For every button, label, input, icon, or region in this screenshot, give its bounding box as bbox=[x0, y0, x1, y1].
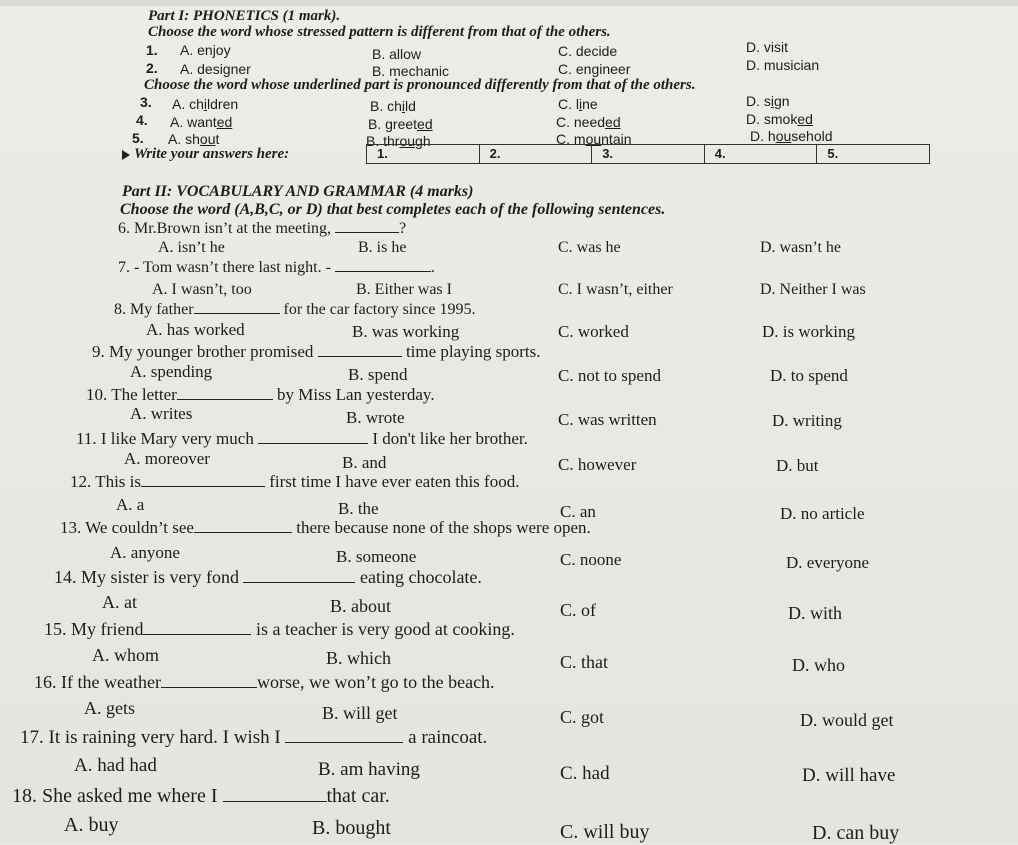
q16-stem: 16. If the weather worse, we won’t go to the beach. bbox=[34, 672, 495, 692]
q12-option-d: D. no article bbox=[780, 504, 865, 523]
q13-blank[interactable] bbox=[194, 520, 292, 533]
q5-number: 5. bbox=[132, 130, 144, 146]
q9-option-b: B. spend bbox=[348, 365, 408, 384]
q18-stem: 18. She asked me where I that car. bbox=[12, 785, 390, 807]
q16-option-a: A. gets bbox=[84, 698, 135, 718]
answer-cell-1[interactable]: 1. bbox=[367, 145, 480, 163]
q18-option-d: D. can buy bbox=[812, 822, 900, 844]
answer-cell-2[interactable]: 2. bbox=[480, 145, 593, 163]
q7-option-a: A. I wasn’t, too bbox=[152, 281, 252, 298]
q9-blank[interactable] bbox=[318, 344, 402, 357]
q13-option-a: A. anyone bbox=[110, 543, 180, 562]
q6-option-a: A. isn’t he bbox=[158, 239, 225, 256]
q2-option-b: B. mechanic bbox=[372, 63, 450, 79]
q4-option-a: A. wanted bbox=[170, 114, 233, 130]
answer-cell-3[interactable]: 3. bbox=[592, 145, 705, 163]
q11-stem: 11. I like Mary very much I don't like her brother. bbox=[76, 429, 528, 448]
q8-blank[interactable] bbox=[194, 301, 280, 314]
q12-option-c: C. an bbox=[560, 502, 596, 521]
q10-option-c: C. was written bbox=[558, 410, 657, 429]
q2-option-d: D. musician bbox=[746, 57, 820, 73]
q13-option-c: C. noone bbox=[560, 550, 622, 569]
arrow-right-icon bbox=[122, 150, 130, 160]
q15-stem: 15. My friend is a teacher is very good at cooking. bbox=[44, 619, 515, 639]
q15-option-d: D. who bbox=[792, 655, 845, 675]
q2-option-c: C. engineer bbox=[558, 61, 631, 77]
q3-option-d: D. sign bbox=[746, 93, 790, 109]
q14-option-b: B. about bbox=[330, 596, 391, 616]
q16-option-b: B. will get bbox=[322, 703, 398, 723]
q6-option-d: D. wasn’t he bbox=[760, 239, 842, 256]
q14-option-d: D. with bbox=[788, 603, 842, 623]
q15-option-a: A. whom bbox=[92, 645, 159, 665]
q14-option-a: A. at bbox=[102, 592, 137, 612]
q2-number: 2. bbox=[146, 60, 158, 76]
answer-cell-4[interactable]: 4. bbox=[705, 145, 818, 163]
q16-option-d: D. would get bbox=[800, 710, 894, 730]
q18-blank[interactable] bbox=[223, 789, 327, 802]
q11-option-d: D. but bbox=[776, 456, 819, 475]
q7-option-d: D. Neither I was bbox=[760, 281, 866, 298]
q7-blank[interactable] bbox=[335, 259, 431, 272]
q10-option-b: B. wrote bbox=[346, 408, 405, 427]
q8-stem: 8. My father for the car factory since 1995. bbox=[114, 301, 476, 318]
q12-blank[interactable] bbox=[141, 474, 265, 487]
q14-option-c: C. of bbox=[560, 600, 596, 620]
answer-box bbox=[366, 144, 930, 164]
q15-blank[interactable] bbox=[143, 622, 251, 635]
q11-option-b: B. and bbox=[342, 453, 387, 472]
q18-option-b: B. bought bbox=[312, 817, 391, 839]
q12-option-b: B. the bbox=[338, 499, 379, 518]
q13-option-d: D. everyone bbox=[786, 553, 870, 572]
q4-option-b: B. greeted bbox=[368, 116, 433, 132]
q1-number: 1. bbox=[146, 42, 158, 58]
q16-option-c: C. got bbox=[560, 707, 605, 727]
part1-instruction-stress: Choose the word whose stressed pattern is different from that of the others. bbox=[148, 24, 611, 40]
q17-option-a: A. had had bbox=[74, 755, 157, 776]
q7-stem: 7. - Tom wasn’t there last night. - . bbox=[118, 259, 435, 276]
q8-option-d: D. is working bbox=[762, 322, 856, 341]
q17-blank[interactable] bbox=[285, 730, 403, 743]
q17-stem: 17. It is raining very hard. I wish I a raincoat. bbox=[20, 727, 488, 748]
q13-option-b: B. someone bbox=[336, 547, 417, 566]
q17-option-c: C. had bbox=[560, 763, 610, 784]
q9-stem: 9. My younger brother promised time playing sports. bbox=[92, 342, 541, 361]
q1-option-a: A. enjoy bbox=[180, 42, 231, 58]
q6-option-b: B. is he bbox=[358, 239, 407, 256]
q5-option-a: A. shout bbox=[168, 131, 220, 147]
q15-option-b: B. which bbox=[326, 648, 391, 668]
q10-blank[interactable] bbox=[177, 387, 273, 400]
part2-instruction: Choose the word (A,B,C, or D) that best completes each of the following sentences. bbox=[120, 201, 666, 218]
q1-option-b: B. allow bbox=[372, 46, 422, 62]
answer-cell-5[interactable]: 5. bbox=[827, 146, 839, 161]
part1-title: Part I: PHONETICS (1 mark). bbox=[148, 8, 341, 24]
q6-option-c: C. was he bbox=[558, 239, 621, 256]
q3-option-a: A. children bbox=[172, 96, 239, 112]
q7-option-c: C. I wasn’t, either bbox=[558, 281, 673, 298]
q6-blank[interactable] bbox=[335, 220, 399, 233]
q6-stem: 6. Mr.Brown isn’t at the meeting, ? bbox=[118, 220, 407, 237]
top-edge-shadow bbox=[0, 0, 1018, 6]
q13-stem: 13. We couldn’t see there because none of the shops were open. bbox=[60, 518, 591, 537]
q5-option-c: C. mountain bbox=[556, 131, 632, 147]
q9-option-d: D. to spend bbox=[770, 366, 848, 385]
q10-option-d: D. writing bbox=[772, 411, 842, 430]
q18-option-c: C. will buy bbox=[560, 821, 650, 843]
q8-option-b: B. was working bbox=[352, 322, 460, 341]
q3-option-c: C. line bbox=[558, 96, 598, 112]
q15-option-c: C. that bbox=[560, 652, 608, 672]
part2-title: Part II: VOCABULARY AND GRAMMAR (4 marks) bbox=[122, 183, 474, 200]
q12-stem: 12. This is first time I have ever eaten this food. bbox=[70, 472, 520, 491]
q1-option-d: D. visit bbox=[746, 39, 788, 55]
q12-option-a: A. a bbox=[116, 495, 145, 514]
q11-option-a: A. moreover bbox=[124, 449, 210, 468]
q10-stem: 10. The letter by Miss Lan yesterday. bbox=[86, 385, 435, 404]
q17-option-b: B. am having bbox=[318, 759, 420, 780]
q9-option-a: A. spending bbox=[130, 362, 213, 381]
q14-stem: 14. My sister is very fond eating chocolate. bbox=[54, 567, 482, 587]
q17-option-d: D. will have bbox=[802, 765, 896, 786]
q5-option-b: B. through bbox=[366, 133, 431, 149]
q14-blank[interactable] bbox=[243, 570, 355, 583]
q11-option-c: C. however bbox=[558, 455, 637, 474]
q8-option-c: C. worked bbox=[558, 322, 629, 341]
q1-option-c: C. decide bbox=[558, 43, 618, 59]
part1-instruction-pronounce: Choose the word whose underlined part is pronounced differently from that of the others. bbox=[144, 77, 696, 93]
q8-option-a: A. has worked bbox=[146, 320, 245, 339]
q4-option-d: D. smoked bbox=[746, 111, 813, 127]
q3-option-b: B. child bbox=[370, 98, 416, 114]
q16-blank[interactable] bbox=[161, 675, 257, 688]
q18-option-a: A. buy bbox=[64, 814, 119, 836]
q3-number: 3. bbox=[140, 94, 152, 110]
q4-number: 4. bbox=[136, 112, 148, 128]
q2-option-a: A. designer bbox=[180, 61, 251, 77]
q9-option-c: C. not to spend bbox=[558, 366, 661, 385]
q4-option-c: C. needed bbox=[556, 114, 621, 130]
q5-option-d: D. household bbox=[750, 128, 833, 144]
answers-label: Write your answers here: bbox=[134, 146, 290, 162]
q11-blank[interactable] bbox=[258, 431, 368, 444]
q7-option-b: B. Either was I bbox=[356, 281, 452, 298]
q10-option-a: A. writes bbox=[130, 404, 193, 423]
